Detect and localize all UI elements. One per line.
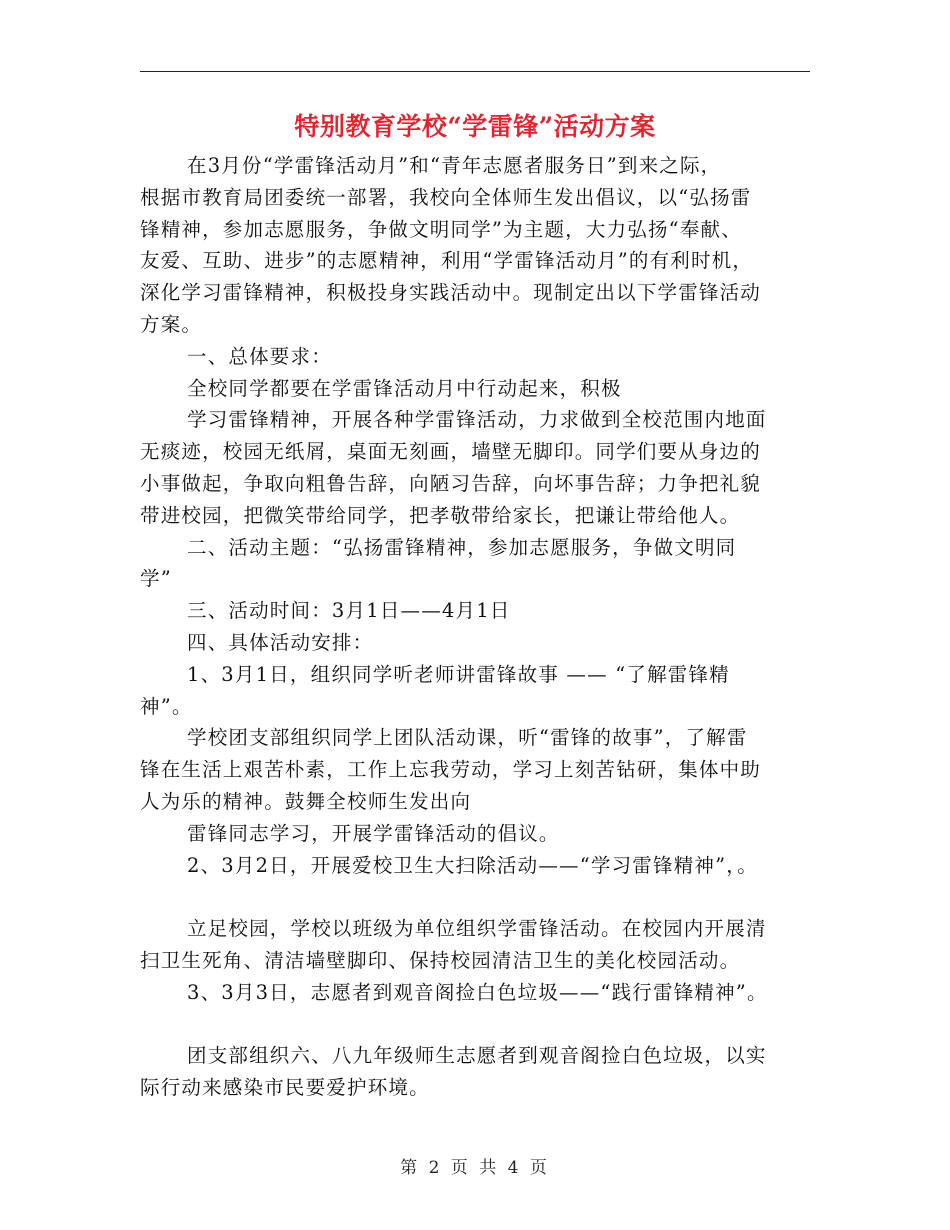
document-body xyxy=(140,150,820,1104)
page-footer: 第 2 页 共 4 页 xyxy=(400,1158,550,1178)
text-line: 锋在生活上艰苦朴素，工作上忘我劳动，学习上刻苦钻研，集体中助 xyxy=(140,758,762,782)
blank-line xyxy=(140,1009,820,1041)
paragraph-requirements-lead xyxy=(140,373,820,405)
section-heading-requirements xyxy=(140,341,820,373)
paragraph-schedule-1-detail-cont xyxy=(140,818,820,850)
text-line: 神”。 xyxy=(140,694,193,718)
paragraph-schedule-3-detail xyxy=(140,1040,820,1104)
text-line: 友爱、互助、进步”的志愿精神，利用“学雷锋活动月”的有利时机， xyxy=(140,249,754,273)
text-line: 锋精神，参加志愿服务，争做文明同学”为主题，大力弘扬“奉献、 xyxy=(140,217,742,241)
section-heading-theme xyxy=(140,532,820,596)
text-line: 二、活动主题：“弘扬雷锋精神，参加志愿服务，争做文明同 xyxy=(187,535,737,559)
text-line: 根据市教育局团委统一部署，我校向全体师生发出倡议，以“弘扬雷 xyxy=(140,185,752,209)
text-line: 三、活动时间：3月1日——4月1日 xyxy=(187,599,511,623)
text-line: 无痰迹，校园无纸屑，桌面无刻画，墙壁无脚印。同学们要从身边的 xyxy=(140,440,762,464)
text-line: 雷锋同志学习，开展学雷锋活动的倡议。 xyxy=(187,821,560,845)
schedule-item-2 xyxy=(140,850,820,882)
text-line: 3、3月3日，志愿者到观音阁捡白色垃圾——“践行雷锋精神”。 xyxy=(187,980,768,1004)
text-line: 1、3月1日，组织同学听老师讲雷锋故事 —— “了解雷锋精 xyxy=(187,662,730,686)
section-heading-schedule xyxy=(140,627,820,659)
section-heading-time xyxy=(140,595,820,627)
text-line: 深化学习雷锋精神，积极投身实践活动中。现制定出以下学雷锋活动 xyxy=(140,281,762,305)
paragraph-schedule-2-detail xyxy=(140,913,820,977)
text-line: 一、总体要求： xyxy=(187,344,332,368)
text-line: 方案。 xyxy=(140,312,203,336)
text-line: 2、3月2日，开展爱校卫生大扫除活动——“学习雷锋精神”，。 xyxy=(187,853,758,877)
document-title: 特别教育学校“学雷锋”活动方案 xyxy=(294,112,656,141)
text-line: 立足校园，学校以班级为单位组织学雷锋活动。在校园内开展清 xyxy=(187,917,767,941)
header-rule xyxy=(140,71,810,72)
text-line: 带进校园，把微笑带给同学，把孝敬带给家长，把谦让带给他人。 xyxy=(140,503,741,527)
paragraph-schedule-1-detail xyxy=(140,722,820,817)
blank-line xyxy=(140,881,820,913)
schedule-item-3 xyxy=(140,977,820,1009)
paragraph-requirements xyxy=(140,404,820,531)
schedule-item-1 xyxy=(140,659,820,723)
text-line: 扫卫生死角、清洁墙壁脚印、保持校园清洁卫生的美化校园活动。 xyxy=(140,948,741,972)
text-line: 学” xyxy=(140,567,172,591)
text-line: 际行动来感染市民要爱护环境。 xyxy=(140,1076,430,1100)
text-line: 全校同学都要在学雷锋活动月中行动起来，积极 xyxy=(187,376,622,400)
text-line: 学习雷锋精神，开展各种学雷锋活动，力求做到全校范围内地面 xyxy=(187,408,767,432)
text-line: 在3月份“学雷锋活动月”和“青年志愿者服务日”到来之际， xyxy=(187,154,722,177)
text-line: 学校团支部组织同学上团队活动课，听“雷锋的故事”，了解雷 xyxy=(187,726,748,750)
text-line: 团支部组织六、八九年级师生志愿者到观音阁捡白色垃圾，以实 xyxy=(187,1044,767,1068)
text-line: 小事做起，争取向粗鲁告辞，向陋习告辞，向坏事告辞；力争把礼貌 xyxy=(140,471,762,495)
paragraph-intro xyxy=(140,150,820,341)
text-line: 人为乐的精神。鼓舞全校师生发出向 xyxy=(140,789,472,813)
text-line: 四、具体活动安排： xyxy=(187,630,374,654)
